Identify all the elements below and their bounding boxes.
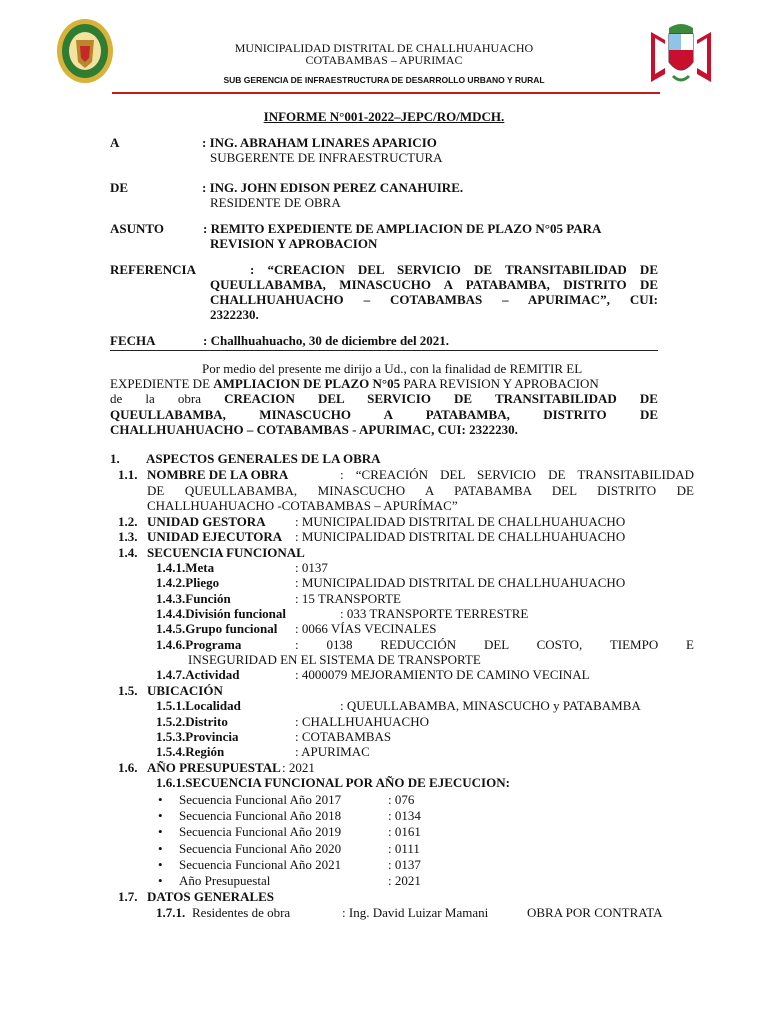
reference-line-3: CHALLHUAHUACHO – COTABAMBAS – APURIMAC”, CUI: <box>210 292 658 307</box>
budget-year-value: : 2021 <box>388 873 421 888</box>
section-1-5-1-label: 1.5.1.Localidad <box>156 698 241 713</box>
report-title: INFORME N°001-2022–JEPC/RO/MDCH. <box>263 109 505 124</box>
date-label: FECHA <box>110 333 156 348</box>
section-1-7-1-value: : Ing. David Luizar Mamani <box>342 905 489 920</box>
header-municipality: MUNICIPALIDAD DISTRITAL DE CHALLHUAHUACHO <box>234 41 534 55</box>
section-1-6-label: AÑO PRESUPUESTAL <box>147 760 281 775</box>
section-1-7-label: DATOS GENERALES <box>147 889 275 904</box>
section-1-5-2-label: 1.5.2.Distrito <box>156 714 228 729</box>
date-value: : Challhuahuacho, 30 de diciembre del 2021. <box>203 333 450 348</box>
section-1-4-7-label: 1.4.7.Actividad <box>156 667 240 682</box>
intro-line-3: de la obra CREACION DEL SERVICIO DE TRANSITABILIDAD DE <box>110 391 658 406</box>
section-1-3-value: : MUNICIPALIDAD DISTRITAL DE CHALLHUAHUACHO <box>295 529 626 544</box>
section-1-2-label: UNIDAD GESTORA <box>147 514 266 529</box>
intro-line-4: QUEULLABAMBA, MINASCUCHO A PATABAMBA, DISTRITO DE <box>110 407 658 422</box>
intro-line-1: Por medio del presente me dirijo a Ud., con la finalidad de REMITIR EL <box>202 361 583 376</box>
section-1-7-number: 1.7. <box>118 889 138 904</box>
intro-line-5: CHALLHUAHUACHO – COTABAMBAS - APURIMAC, CUI: 2322230. <box>110 422 518 437</box>
sequence-2020-value: : 0111 <box>388 841 420 856</box>
sequence-2020-label: Secuencia Funcional Año 2020 <box>179 841 342 856</box>
section-1-4-6-label: 1.4.6.Programa <box>156 637 242 652</box>
from-label: DE <box>110 180 129 195</box>
sequence-2018-label: Secuencia Funcional Año 2018 <box>179 808 342 823</box>
header-divider <box>112 92 660 94</box>
section-1-7-1-number: 1.7.1. <box>156 905 186 920</box>
section-1-2-number: 1.2. <box>118 514 138 529</box>
bullet-icon: • <box>158 808 163 823</box>
section-1-4-4-label: 1.4.4.División funcional <box>156 606 287 621</box>
section-1-3-number: 1.3. <box>118 529 138 544</box>
section-1-4-number: 1.4. <box>118 545 138 560</box>
section-1-4-5-value: : 0066 VÍAS VECINALES <box>295 621 437 636</box>
sequence-2021-value: : 0137 <box>388 857 421 872</box>
header-province: COTABAMBAS – APURIMAC <box>305 53 463 67</box>
subject-label: ASUNTO <box>110 221 164 236</box>
to-label: A <box>110 135 120 150</box>
section-1-4-label: SECUENCIA FUNCIONAL <box>147 545 305 560</box>
section-1-4-6-value-line-1: : 0138 REDUCCIÓN DEL COSTO, TIEMPO E <box>295 637 694 652</box>
budget-year-label: Año Presupuestal <box>179 873 271 888</box>
section-1-4-2-value: : MUNICIPALIDAD DISTRITAL DE CHALLHUAHUACHO <box>295 575 626 590</box>
section-1-5-3-value: : COTABAMBAS <box>295 729 392 744</box>
section-1-7-1-contract-type: OBRA POR CONTRATA <box>527 905 663 920</box>
section-1-5-3-label: 1.5.3.Provincia <box>156 729 239 744</box>
section-1-5-4-label: 1.5.4.Región <box>156 744 225 759</box>
section-1-4-5-label: 1.4.5.Grupo funcional <box>156 621 278 636</box>
reference-line-4: 2322230. <box>210 307 259 322</box>
section-1-5-2-value: : CHALLHUAHUACHO <box>295 714 429 729</box>
sequence-2019-label: Secuencia Funcional Año 2019 <box>179 824 342 839</box>
section-1-4-3-label: 1.4.3.Función <box>156 591 231 606</box>
subject-line-2: REVISION Y APROBACION <box>210 236 378 251</box>
section-1-4-6-value-line-2: INSEGURIDAD EN EL SISTEMA DE TRANSPORTE <box>188 652 481 667</box>
section-1-6-value: : 2021 <box>282 760 315 775</box>
section-1-title: ASPECTOS GENERALES DE LA OBRA <box>146 451 381 466</box>
bullet-icon: • <box>158 792 163 807</box>
from-name: : ING. JOHN EDISON PEREZ CANAHUIRE. <box>202 180 464 195</box>
bullet-icon: • <box>158 824 163 839</box>
section-1-4-3-value: : 15 TRANSPORTE <box>295 591 401 606</box>
section-1-5-label: UBICACIÓN <box>147 683 223 698</box>
section-1-5-4-value: : APURIMAC <box>295 744 370 759</box>
section-1-1-value-line-1: : “CREACIÓN DEL SERVICIO DE TRANSITABILIDAD <box>340 467 694 482</box>
bullet-icon: • <box>158 857 163 872</box>
sequence-2021-label: Secuencia Funcional Año 2021 <box>179 857 342 872</box>
section-1-number: 1. <box>110 451 120 466</box>
section-1-3-label: UNIDAD EJECUTORA <box>147 529 283 544</box>
to-position: SUBGERENTE DE INFRAESTRUCTURA <box>210 150 443 165</box>
sequence-2017-value: : 076 <box>388 792 415 807</box>
bullet-icon: • <box>158 841 163 856</box>
section-1-1-number: 1.1. <box>118 467 138 482</box>
section-1-7-1-label: Residentes de obra <box>192 905 291 920</box>
section-1-1-label: NOMBRE DE LA OBRA <box>147 467 289 482</box>
intro-line-2: EXPEDIENTE DE AMPLIACION DE PLAZO N°05 PARA REVISION Y APROBACION <box>110 376 599 391</box>
reference-line-1: : “CREACION DEL SERVICIO DE TRANSITABILIDAD DE <box>250 262 658 277</box>
section-1-4-1-value: : 0137 <box>295 560 328 575</box>
section-1-1-value-line-2: DE QUEULLABAMBA, MINASCUCHO A PATABAMBA DEL DISTRITO DE <box>147 483 694 498</box>
memo-divider <box>110 350 658 351</box>
section-1-5-1-value: : QUEULLABAMBA, MINASCUCHO y PATABAMBA <box>340 698 641 713</box>
sequence-2019-value: : 0161 <box>388 824 421 839</box>
section-1-4-4-value: : 033 TRANSPORTE TERRESTRE <box>340 606 529 621</box>
from-position: RESIDENTE DE OBRA <box>210 195 341 210</box>
sequence-2018-value: : 0134 <box>388 808 421 823</box>
header-subgerencia: SUB GERENCIA DE INFRAESTRUCTURA DE DESARROLLO URBANO Y RURAL <box>223 75 545 85</box>
section-1-6-number: 1.6. <box>118 760 138 775</box>
sequence-2017-label: Secuencia Funcional Año 2017 <box>179 792 342 807</box>
section-1-6-1-label: 1.6.1.SECUENCIA FUNCIONAL POR AÑO DE EJECUCION: <box>156 775 510 790</box>
bullet-icon: • <box>158 873 163 888</box>
section-1-4-1-label: 1.4.1.Meta <box>156 560 215 575</box>
section-1-2-value: : MUNICIPALIDAD DISTRITAL DE CHALLHUAHUACHO <box>295 514 626 529</box>
reference-line-2: QUEULLABAMBA, MINASCUCHO A PATABAMBA, DISTRITO DE <box>210 277 658 292</box>
subject-line-1: : REMITO EXPEDIENTE DE AMPLIACION DE PLAZO N°05 PARA <box>203 221 602 236</box>
section-1-4-7-value: : 4000079 MEJORAMIENTO DE CAMINO VECINAL <box>295 667 590 682</box>
peru-coat-of-arms-logo <box>645 18 717 90</box>
section-1-4-2-label: 1.4.2.Pliego <box>156 575 220 590</box>
section-1-5-number: 1.5. <box>118 683 138 698</box>
to-name: : ING. ABRAHAM LINARES APARICIO <box>202 135 437 150</box>
section-1-1-value-line-3: CHALLHUAHUACHO -COTABAMBAS – APURÍMAC” <box>147 498 458 513</box>
reference-label: REFERENCIA <box>110 262 196 277</box>
